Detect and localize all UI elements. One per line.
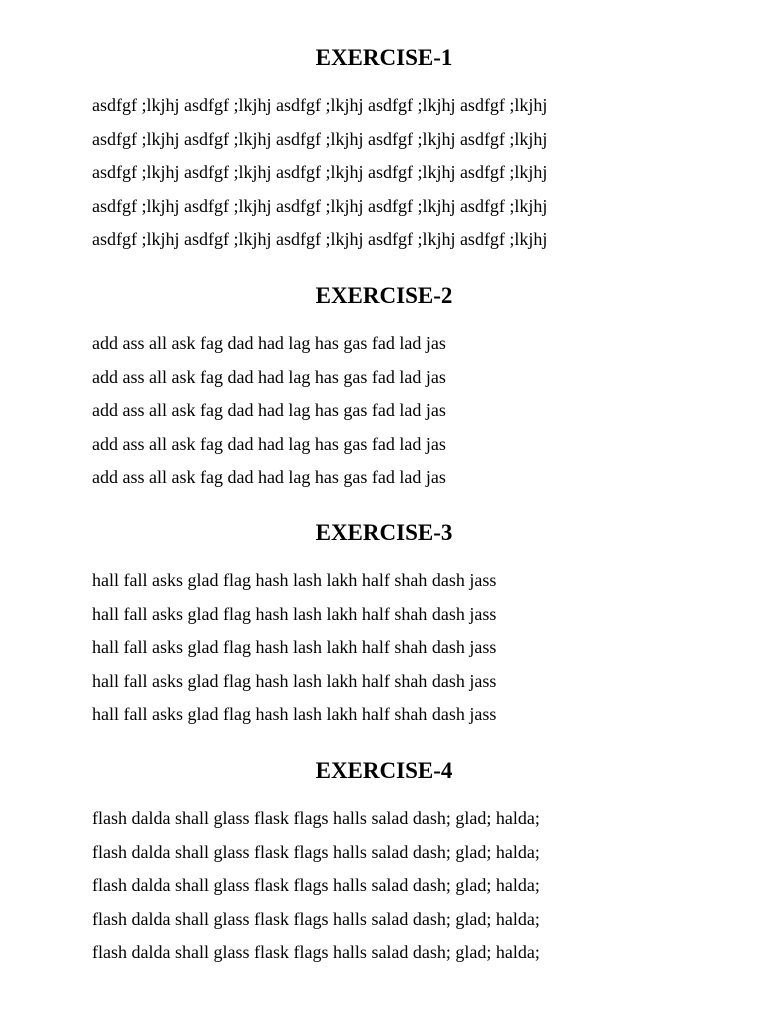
exercise-4-line-5: flash dalda shall glass flask flags halls salad dash; glad; halda; xyxy=(92,942,540,962)
exercise-2-line-1: add ass all ask fag dad had lag has gas fad lad jas xyxy=(92,333,446,353)
exercise-2-line-3: add ass all ask fag dad had lag has gas fad lad jas xyxy=(92,400,446,420)
exercise-3-line-2: hall fall asks glad flag hash lash lakh half shah dash jass xyxy=(92,604,497,624)
exercise-2-title: EXERCISE-2 xyxy=(315,283,453,308)
exercise-3-line-1: hall fall asks glad flag hash lash lakh half shah dash jass xyxy=(92,570,497,590)
exercise-1-line-3: asdfgf ;lkjhj asdfgf ;lkjhj asdfgf ;lkjhj asdfgf ;lkjhj asdfgf ;lkjhj xyxy=(92,162,548,182)
exercise-4-title: EXERCISE-4 xyxy=(315,758,453,783)
exercise-1-line-2: asdfgf ;lkjhj asdfgf ;lkjhj asdfgf ;lkjhj asdfgf ;lkjhj asdfgf ;lkjhj xyxy=(92,129,548,149)
exercise-4-line-2: flash dalda shall glass flask flags halls salad dash; glad; halda; xyxy=(92,842,540,862)
exercise-4-line-3: flash dalda shall glass flask flags halls salad dash; glad; halda; xyxy=(92,875,540,895)
exercise-1-line-5: asdfgf ;lkjhj asdfgf ;lkjhj asdfgf ;lkjhj asdfgf ;lkjhj asdfgf ;lkjhj xyxy=(92,229,548,249)
exercise-2-line-2: add ass all ask fag dad had lag has gas fad lad jas xyxy=(92,367,446,387)
exercise-3-line-5: hall fall asks glad flag hash lash lakh half shah dash jass xyxy=(92,704,497,724)
exercise-3-title: EXERCISE-3 xyxy=(315,520,453,545)
exercise-4-line-4: flash dalda shall glass flask flags halls salad dash; glad; halda; xyxy=(92,909,540,929)
exercise-2-line-5: add ass all ask fag dad had lag has gas fad lad jas xyxy=(92,467,446,487)
exercise-1-title: EXERCISE-1 xyxy=(315,45,453,70)
exercise-3-line-4: hall fall asks glad flag hash lash lakh half shah dash jass xyxy=(92,671,497,691)
exercise-3-line-3: hall fall asks glad flag hash lash lakh half shah dash jass xyxy=(92,637,497,657)
exercise-2-line-4: add ass all ask fag dad had lag has gas fad lad jas xyxy=(92,434,446,454)
exercise-1-line-4: asdfgf ;lkjhj asdfgf ;lkjhj asdfgf ;lkjhj asdfgf ;lkjhj asdfgf ;lkjhj xyxy=(92,196,548,216)
exercise-1-line-1: asdfgf ;lkjhj asdfgf ;lkjhj asdfgf ;lkjhj asdfgf ;lkjhj asdfgf ;lkjhj xyxy=(92,95,548,115)
exercise-4-line-1: flash dalda shall glass flask flags halls salad dash; glad; halda; xyxy=(92,808,540,828)
